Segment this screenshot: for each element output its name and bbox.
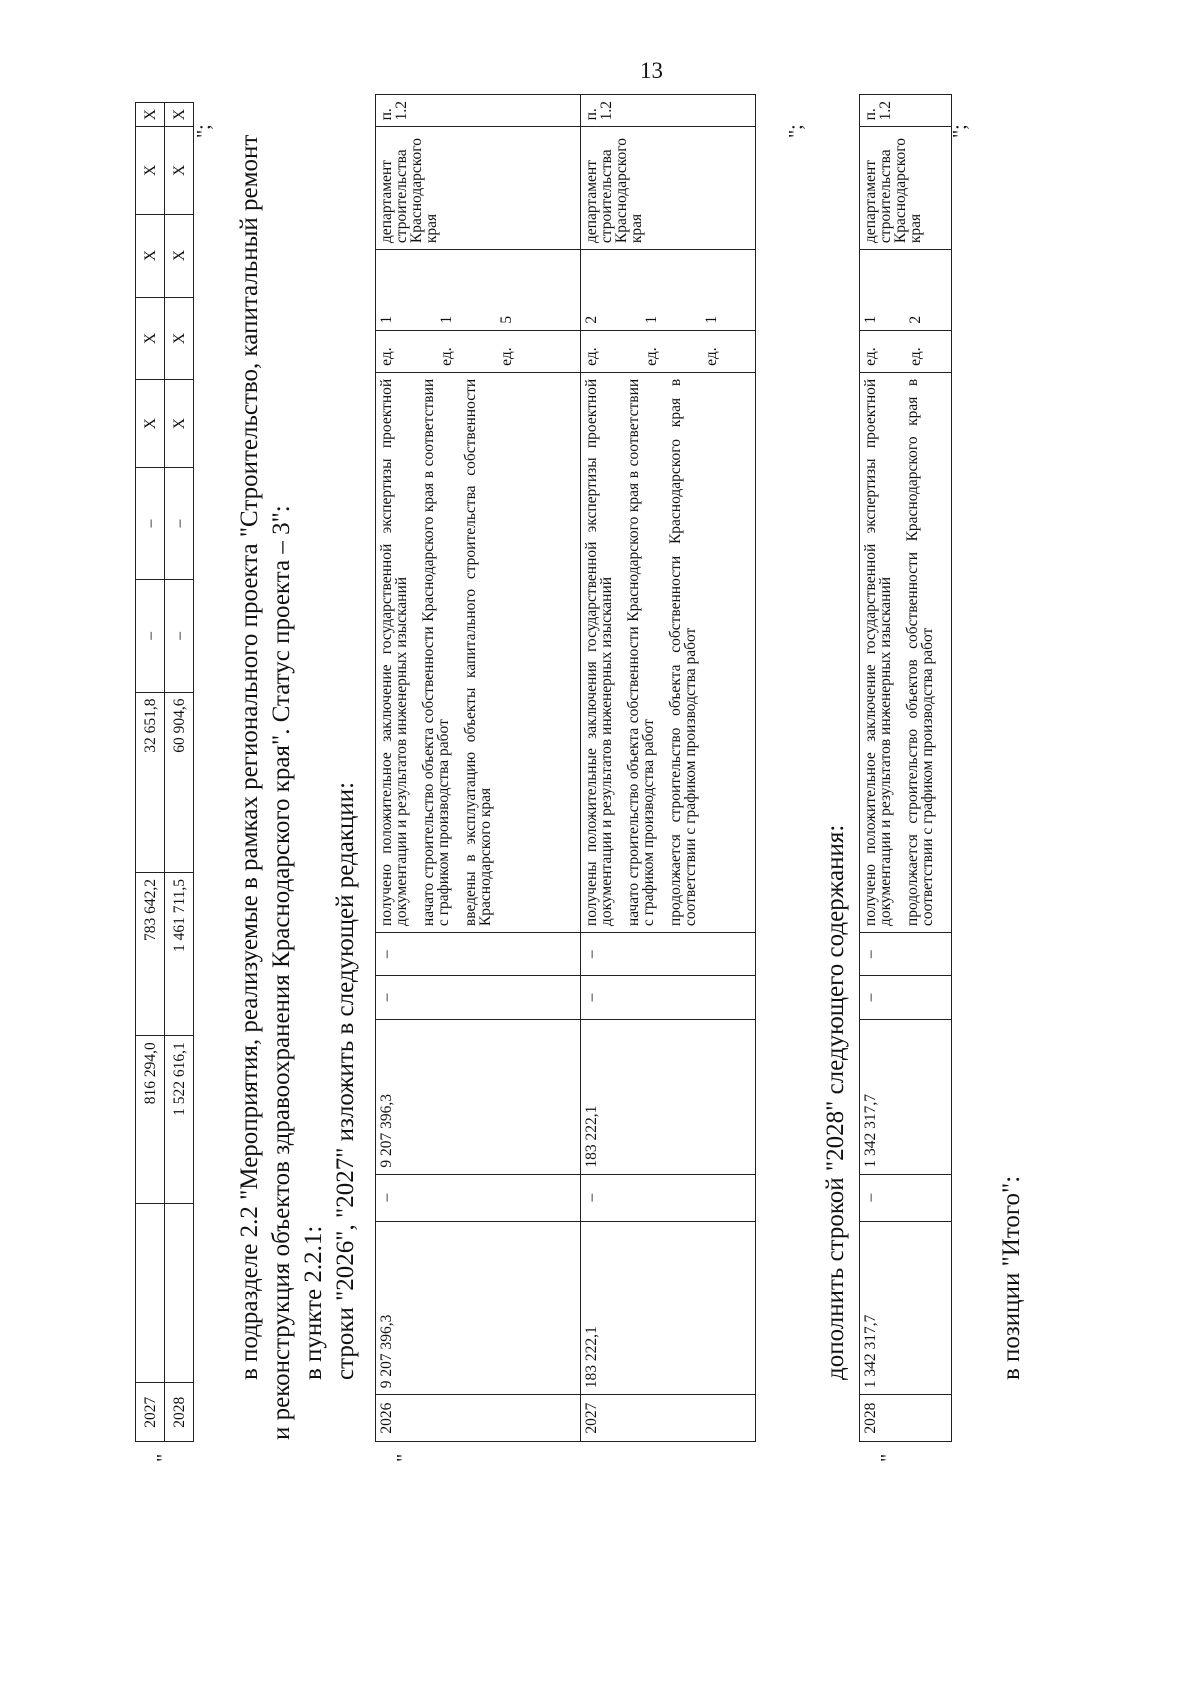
rotated-landscape-content	[125, 100, 1105, 1480]
value-cell: X	[165, 127, 194, 214]
ref-cell: п. 1.2	[376, 95, 581, 127]
page-number: 13	[640, 58, 663, 83]
results-cell	[376, 372, 581, 932]
close-quote-1: ";	[193, 124, 215, 138]
qty-cell	[581, 250, 756, 331]
qty-value: 1	[862, 315, 879, 324]
result-text: начато строительство объекта собственности Краснодарского края в соответствии с графиком производства работ	[625, 378, 657, 927]
activities-table-2026-2027	[375, 94, 756, 1442]
value-cell: X	[165, 214, 194, 297]
value-cell: 60 904,6	[165, 692, 194, 872]
value-cell: 1 522 616,1	[165, 1036, 194, 1204]
value-cell: X	[136, 214, 165, 297]
value-cell: –	[860, 1174, 952, 1221]
value-cell: X	[136, 380, 165, 467]
result-text: продолжается строительство объекта собственности Краснодарского края в соответствии с графиком производства работ	[667, 378, 699, 927]
value-cell: 816 294,0	[136, 1036, 165, 1204]
paragraph-subsection: в подразделе 2.2 "Мероприятия, реализуемые в рамках регионального проекта "Строительство, капитальный ремонт	[236, 134, 263, 1380]
paragraph-add-row: дополнить строкой "2028" следующего содержания:	[822, 824, 849, 1380]
qty-value: 2	[907, 315, 924, 324]
value-cell: X	[136, 297, 165, 380]
paragraph-subsection-cont: и реконструкция объектов здравоохранения Краснодарского края". Статус проекта – 3":	[268, 505, 295, 1440]
qty-value: 5	[498, 315, 515, 324]
activities-table-2028	[859, 94, 952, 1442]
close-quote-2: ";	[785, 124, 807, 138]
result-text: продолжается строительство объектов собственности Краснодарского края в соответствии с графиком производства работ	[904, 378, 936, 927]
value-cell: 32 651,8	[136, 692, 165, 872]
executor-cell: департамент строительства Краснодарского края	[581, 127, 756, 250]
unit-value: ед.	[862, 347, 879, 366]
value-cell: –	[376, 1174, 581, 1221]
value-cell: –	[581, 976, 756, 1019]
value-cell: X	[136, 127, 165, 214]
open-quote-3: "	[877, 1453, 899, 1462]
ref-cell: п. 1.2	[860, 95, 952, 127]
unit-value: ед.	[907, 347, 924, 366]
value-cell: 1 342 317,7	[860, 1221, 952, 1395]
value-cell: –	[860, 933, 952, 976]
table-row	[581, 95, 756, 1442]
results-cell	[581, 372, 756, 932]
unit-value: ед.	[643, 347, 660, 366]
value-cell: 9 207 396,3	[376, 1019, 581, 1174]
qty-value: 1	[643, 315, 660, 324]
paragraph-total-position: в позиции "Итого":	[998, 1175, 1025, 1380]
table-row	[165, 103, 194, 1442]
ref-cell: п. 1.2	[581, 95, 756, 127]
result-text: введены в эксплуатацию объекты капитального строительства собственности Краснодарского края	[462, 378, 494, 927]
value-cell: 9 207 396,3	[376, 1221, 581, 1395]
unit-value: ед.	[498, 347, 515, 366]
value-cell: –	[581, 933, 756, 976]
close-quote-3: ";	[949, 124, 971, 138]
year-cell: 2027	[581, 1395, 756, 1442]
year-cell: 2028	[165, 1383, 194, 1442]
table-row	[860, 95, 952, 1442]
paragraph-point: в пункте 2.2.1:	[300, 1225, 327, 1380]
unit-value: ед.	[703, 347, 720, 366]
result-text: получено положительное заключение государственной экспертизы проектной документации и результатов инженерных изысканий	[378, 378, 410, 927]
value-cell: –	[860, 976, 952, 1019]
value-cell: –	[136, 580, 165, 692]
qty-value: 1	[378, 315, 395, 324]
value-cell: 183 222,1	[581, 1019, 756, 1174]
value-cell: X	[136, 103, 165, 127]
qty-cell	[376, 250, 581, 331]
table-row	[376, 95, 581, 1442]
value-cell: X	[165, 297, 194, 380]
qty-cell	[860, 250, 952, 331]
value-cell: –	[376, 933, 581, 976]
year-cell: 2027	[136, 1383, 165, 1442]
qty-value: 2	[583, 315, 600, 324]
unit-cell	[860, 330, 952, 372]
qty-value: 1	[703, 315, 720, 324]
open-quote-1: "	[153, 1453, 175, 1462]
value-cell: –	[136, 467, 165, 579]
executor-cell: департамент строительства Краснодарского края	[860, 127, 952, 250]
unit-value: ед.	[378, 347, 395, 366]
value-cell: –	[165, 580, 194, 692]
value-cell: 783 642,2	[136, 872, 165, 1035]
value-cell: 1 342 317,7	[860, 1019, 952, 1174]
year-cell: 2026	[376, 1395, 581, 1442]
result-text: получено положительное заключение государственной экспертизы проектной документации и результатов инженерных изысканий	[862, 378, 894, 927]
result-text: начато строительство объекта собственности Краснодарского края в соответствии с графиком производства работ	[420, 378, 452, 927]
unit-cell	[376, 330, 581, 372]
open-quote-2: "	[393, 1453, 415, 1462]
value-cell: X	[165, 380, 194, 467]
unit-value: ед.	[438, 347, 455, 366]
year-cell: 2028	[860, 1395, 952, 1442]
finance-table-continuation	[135, 102, 194, 1442]
value-cell: –	[581, 1174, 756, 1221]
results-cell	[860, 372, 952, 932]
value-cell: –	[376, 976, 581, 1019]
value-cell: 183 222,1	[581, 1221, 756, 1395]
executor-cell: департамент строительства Краснодарского края	[376, 127, 581, 250]
value-cell: X	[165, 103, 194, 127]
table-row	[136, 103, 165, 1442]
value-cell: –	[165, 467, 194, 579]
paragraph-rows-edit: строки "2026", "2027" изложить в следующей редакции:	[332, 781, 359, 1380]
unit-value: ед.	[583, 347, 600, 366]
unit-cell	[581, 330, 756, 372]
value-cell: 1 461 711,5	[165, 872, 194, 1035]
qty-value: 1	[438, 315, 455, 324]
result-text: получены положительные заключения государственной экспертизы проектной документации и результатов инженерных изысканий	[583, 378, 615, 927]
